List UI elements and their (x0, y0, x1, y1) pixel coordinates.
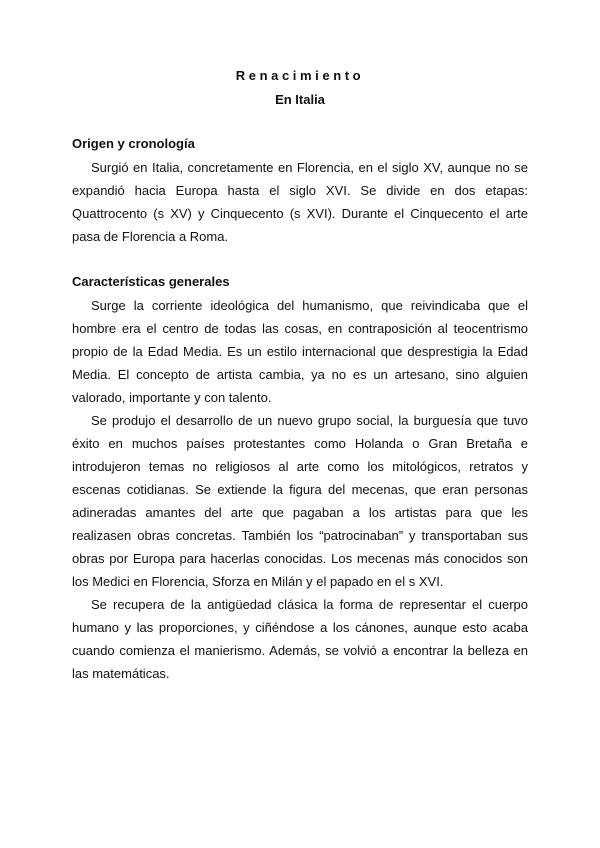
paragraph-burguesia-mecenas: Se produjo el desarrollo de un nuevo grupo social, la burguesía que tuvo éxito en muchos países protestantes como Holanda o Gran Bretaña e introdujeron temas no religiosos al arte como los mitológicos, retratos y escenas cotidianas. Se extiende la figura del mecenas, que eran personas adineradas amantes del arte que pagaban a los artistas para que les realizasen obras concretas. También los “patrocinaban” y transportaban sus obras por Europa para hacerlas conocidas. Los mecenas más conocidos son los Medici en Florencia, Sforza en Milán y el papado en el s XVI. (72, 413, 528, 589)
section-caracteristicas-generales (72, 272, 528, 685)
paragraph-humanismo: Surge la corriente ideológica del humanismo, que reivindicaba que el hombre era el centro de todas las cosas, en contraposición al teocentrismo propio de la Edad Media. Es un estilo internacional que desprestigia la Edad Media. El concepto de artista cambia, ya no es un artesano, sino alguien valorado, importante y con talento. (72, 298, 528, 405)
section-origen-y-cronologia (72, 134, 528, 248)
document-title: Renacimiento (235, 68, 365, 83)
section-heading: Origen y cronología (72, 136, 195, 151)
paragraph-antiguedad-clasica: Se recupera de la antigüedad clásica la forma de representar el cuerpo humano y las proporciones, y ciñéndose a los cánones, aunque esto acaba cuando comienza el manierismo. Además, se volvió a encontrar la belleza en las matemáticas. (72, 597, 528, 681)
paragraph-origen: Surgió en Italia, concretamente en Florencia, en el siglo XV, aunque no se expandió hacia Europa hasta el siglo XVI. Se divide en dos etapas: Quattrocento (s XV) y Cinquecento (s XVI). Durante el Cinquecento el arte pasa de Florencia a Roma. (72, 160, 528, 244)
document-body (72, 134, 528, 685)
document-subtitle: En Italia (275, 92, 325, 107)
section-heading: Características generales (72, 274, 230, 289)
